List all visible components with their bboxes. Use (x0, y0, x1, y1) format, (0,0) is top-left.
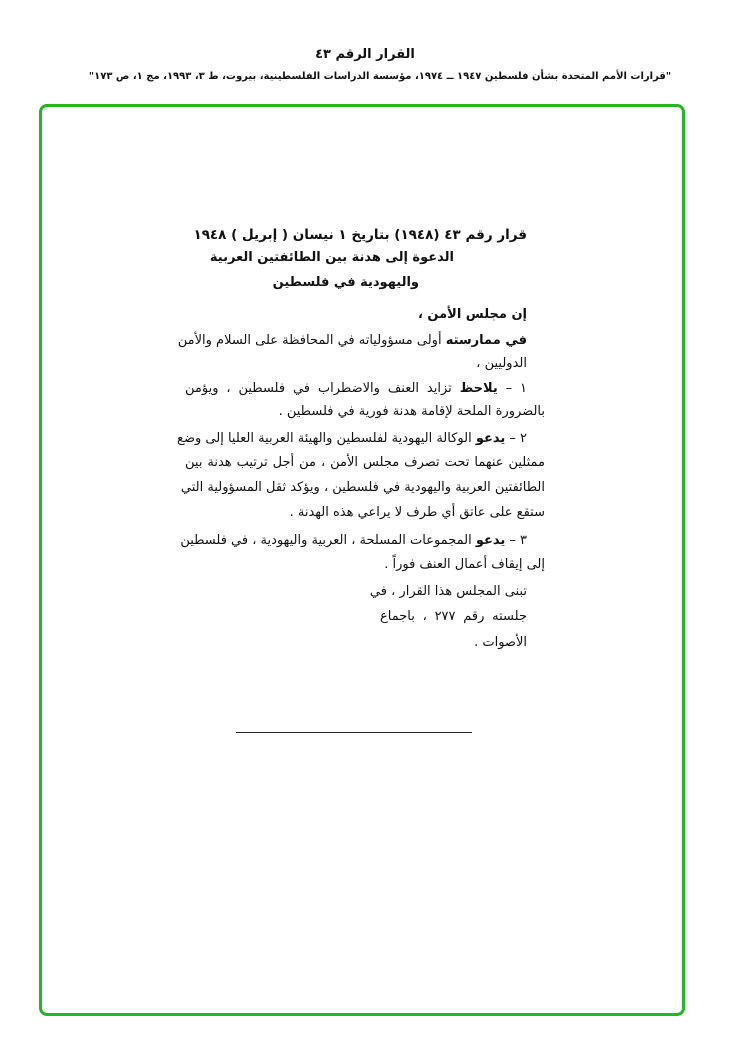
adoption-line-2: جلسته رقم ٢٧٧ ، باجماع (380, 609, 527, 624)
para-text: المجموعات المسلحة ، العربية واليهودية ، في فلسطين (180, 533, 476, 548)
paragraph-1 (185, 381, 545, 396)
para-number: ٣ – (505, 533, 527, 548)
preamble-bold: في ممارسته (445, 333, 527, 348)
paragraph-1-line-2: بالضرورة الملحة لإقامة هدنة فورية في فلسطين . (278, 404, 545, 419)
preamble-text: أولى مسؤولياته في المحافظة على السلام والأمن (177, 333, 446, 348)
para-verb: يلاحظ (459, 381, 498, 396)
paragraph-2-line-2: ممثلين عنهما تحت تصرف مجلس الأمن ، من أجل ترتيب هدنة بين (185, 455, 545, 470)
para-number: ١ – (497, 381, 528, 396)
adoption-line-3: الأصوات . (474, 635, 527, 650)
adoption-line-1: تبنى المجلس هذا القرار ، في (369, 584, 527, 599)
para-verb: يدعو (475, 431, 506, 446)
preamble-line (177, 333, 527, 348)
resolution-heading: قرار رقم ٤٣ (١٩٤٨) بتاريخ ١ نيسان ( إبريل ) ١٩٤٨ (193, 227, 527, 243)
resolution-subject-2: واليهودية في فلسطين (272, 275, 419, 290)
source-citation: "قرارات الأمم المتحدة بشأن فلسطين ١٩٤٧ ــ ١٩٧٤، مؤسسة الدراسات الفلسطينية، بيروت، ط ٣، ١٩٩٣، مج ١، ص ١٧٣" (88, 71, 672, 82)
resolution-subject: الدعوة إلى هدنة بين الطائفتين العربية (209, 250, 454, 265)
paragraph-2-line-4: ستقع على عاتق أي طرف لا يراعي هذه الهدنة . (289, 505, 545, 520)
preamble-line-2: الدوليين ، (476, 356, 527, 371)
paragraph-2-line-3: الطائفتين العربية واليهودية في فلسطين ، ويؤكد ثقل المسؤولية التي (180, 480, 545, 495)
para-text: الوكالة اليهودية لفلسطين والهيئة العربية العليا إلى وضع (177, 431, 476, 446)
paragraph-2 (177, 431, 545, 446)
para-text: تزايد العنف والاضطراب في فلسطين ، ويؤمن (185, 381, 460, 396)
opening: إن مجلس الأمن ، (417, 307, 527, 322)
page-title: القرار الرقم ٤٣ (315, 47, 415, 62)
separator-line (236, 732, 472, 733)
paragraph-3-line-2: إلى إيقاف أعمال العنف فوراً . (384, 557, 545, 572)
paragraph-3 (180, 533, 545, 548)
para-number: ٢ – (505, 431, 527, 446)
para-verb: يدعو (475, 533, 506, 548)
